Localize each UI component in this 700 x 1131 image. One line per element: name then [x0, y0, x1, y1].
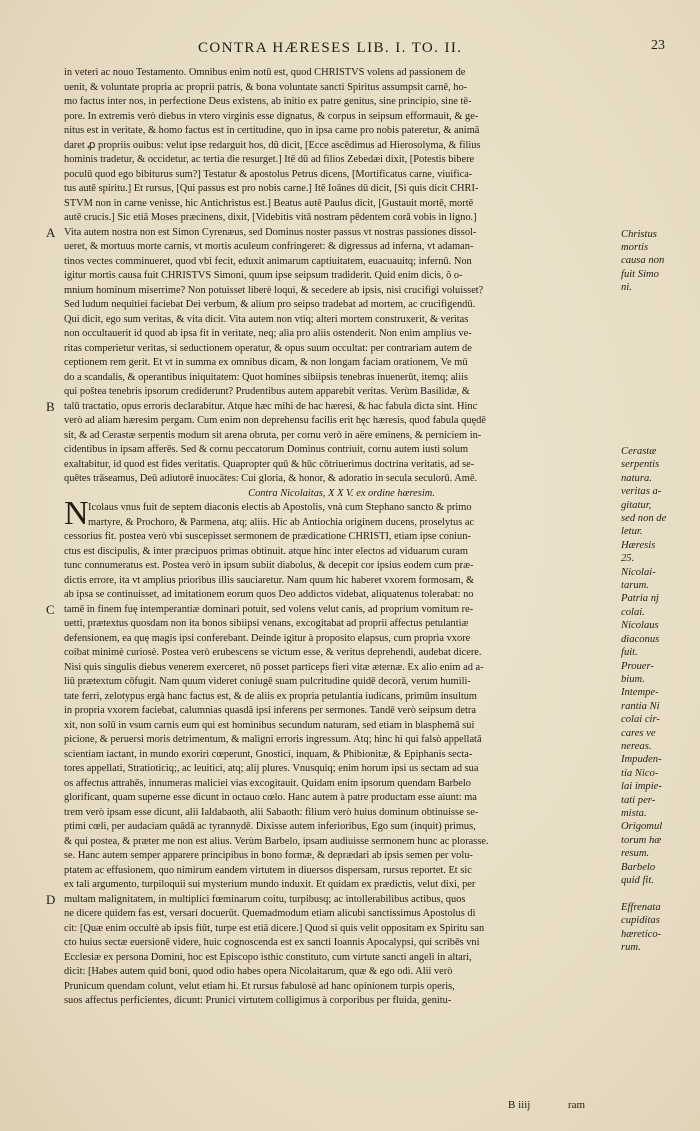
margin-note-line: Christus [621, 228, 657, 240]
margin-note-line: Effrenata [621, 901, 661, 913]
margin-note-line: colai cir- [621, 714, 660, 726]
text-line: & qui postea, & præter me non est alius. Verùm Barbelo, ipsam audiuisse sermonem hunc ac plorasse. [64, 835, 489, 847]
text-line: multam malignitatem, in multiplici fœminarum coitu, turpibusq; ac intollerabilibus actibus, quos [64, 893, 466, 905]
section-letter: A [46, 224, 56, 240]
text-line: in propria vxorem faciebat, calumnias quasdā ipsi inferens per sermones. Tandē verò seipsum detra [64, 705, 476, 716]
margin-note-line: resum. [621, 848, 650, 860]
text-line: coibat minimè curiosè. Postea verò erubescens se victum esse, & veritus deprehendi, audebat dicere. [64, 647, 482, 658]
margin-note-line: mista. [621, 807, 647, 819]
text-line: ctus est discipulis, & inter præcipuos primas obtinuit. atque hinc inter electos ad viduarum curam [64, 545, 468, 557]
margin-note-line: Hæresis [621, 539, 656, 551]
running-head: CONTRA HÆRESES LIB. I. TO. II. [198, 40, 463, 56]
text-line: ex tali argumento, turpiloquii sui mysterium mundo induxit. Et quidam ex prædictis, velut dixi, per [64, 879, 476, 890]
margin-note-line: Prouer- [621, 660, 654, 672]
text-line: defensionem, ea quę magis ipsi conferebant. Deinde igitur à proposito elapsus, cum propria vxore [64, 632, 471, 644]
text-line: martyre, & Prochoro, & Parmena, atq; aliis. Hic ab Antiochia originem ducens, proselytus ac [88, 516, 475, 528]
margin-note-line: Barbelo [621, 861, 656, 873]
text-line: cto huius sectæ euersionē videre, huic cognoscenda est ex sancti Ioannis Apocalypsi, qui scribēs vni [64, 937, 480, 948]
text-line: Vita autem nostra non est Simon Cyrenæus, sed Dominus noster passus vt nostras passiones dissol- [64, 226, 477, 238]
text-line: poculū quod ego bibiturus sum?] Testatur & apostolus Petrus dicens, [Mortificatus carne, viuifica- [64, 168, 473, 180]
margin-note-line: natura. [621, 472, 652, 484]
text-line: ptatem ac effusionem, quo nimirum eandem virtutem in diuersos dispersam, rursus reportet. Et sic [64, 864, 472, 876]
text-line: cessorius fit. postea verò vbi suscepisset sermonem de prædicatione CHRISTI, etiam ipse coniun- [64, 531, 471, 542]
margin-note-line: rum. [621, 942, 641, 954]
text-line: sit, & ad Cerastæ serpentis modum sit arena obruta, per cornu verò in aëre eminens, & perniciem in- [64, 429, 482, 441]
margin-note-line: letur. [621, 526, 643, 538]
text-line: tus autē spiritu.] Et rursus, [Qui passus est pro nobis carne.] Itē Ioānes dū dicit, [Si quis dicit CHRI- [64, 183, 479, 194]
text-line: ptimi cœli, per audaciam quādā ac tyrannydē. Dixisse autem inferioribus, Ego sum (inquit) primus, [64, 821, 476, 832]
margin-note-line: Impuden- [621, 754, 662, 766]
margin-note-line: Origomul [621, 821, 663, 833]
text-line: Ecclesiæ ex persona Domini, hoc est Episcopo isthic constituto, cum virtute sancti angeli in altari, [64, 951, 472, 963]
text-line: quētes trāseamus, Deū adiutorē inuocātes: Cui gloria, & honor, & adoratio in secula seculorū. Amē. [64, 473, 478, 484]
text-line: igitur mortis causa fuit CHRISTVS Simoni, quum ipse seipsum tradiderit. Quid enim dicis, ô o- [64, 270, 463, 281]
text-line: uenit, & voluntate propria ac proprii patris, & bona voluntate sancti Spiritus assumpsit carnē, ho- [64, 81, 468, 93]
text-line: nitus est in veritate, & homo factus est in certitudine, quo in ipsa carne pro nobis pateretur, & animā [64, 125, 480, 136]
text-line: dicit: [Habes autem quid boni, quod odio habes opera Nicolaitarum, quæ & ego odi. Alii verò [64, 966, 453, 977]
margin-note-group [621, 228, 697, 295]
body-text [64, 66, 619, 1009]
text-line: suos affectus perficientes, dicunt: Prunici virtutem colligimus à corporibus per fluida, genitu- [64, 995, 452, 1006]
margin-note-line: causa non [621, 255, 665, 267]
catchword: ram [568, 1099, 586, 1111]
section-letter: C [46, 601, 55, 617]
margin-note-line: nereas. [621, 740, 652, 752]
margin-note-line: fuit Simo [621, 268, 659, 280]
text-line: tate ferri, zelotypus ergà hanc factus est, & de aliis ex propria petulantia iudicans, primūm insultum [64, 690, 478, 702]
margin-note-line: Nicolai- [621, 566, 656, 578]
text-line: mnium hominum miserrime? Non potuisset liberè loqui, & secedere ab ipsis, nisi crucifigi voluisset? [64, 284, 484, 296]
text-line: do a scandalis, & operantibus iniquitatem: Quot homines sibiipsis tenebras inuenerūt, itemq; aliis [64, 371, 469, 383]
margin-note-line: Nicolaus [621, 620, 659, 632]
margin-note-line: quid fit. [621, 875, 654, 886]
text-line: non occultauerit id quod ab ipsa fit in veritate, neq; alia pro aliis ostenderit. Non enim amplius ve- [64, 328, 472, 339]
text-line: autē crucis.] Sic etiā Moses præcinens, dixit, [Videbitis vitā nostram pēdentem corā vobis in ligno.] [64, 212, 477, 223]
text-line: ab ipsa se continuisset, ad imitationem eorum quos Deo addictos videbat, aliquatenus tolerabat: no [64, 589, 474, 600]
margin-note-line: rantia Ni [621, 700, 660, 712]
text-line: os affectus attrahēs, innumeras maliciei vias excogitauit. Quidam enim ipsorum quendam Barbelo [64, 777, 471, 789]
text-line: talū tractatio, opus erroris declarabitur. Atque hæc mihi de hac hæresi, & hac fabula dicta sint. Hinc [64, 400, 478, 412]
text-line: se. Hanc autem semper apparere principibus in bono formæ, & deprædari ab ipsis semen per volu- [64, 850, 473, 861]
margin-note-line: mortis [621, 241, 649, 253]
text-line: tores appellati, Stratioticiq;, ac leuitici, atq; alij plures. Vnusquiq; enim horum ipsi us sectam ad sua [64, 763, 479, 774]
text-line: trem verò ipsam esse dicunt, alii Ialdabaoth, alii Sabaoth: filium verò huius dominum obtinuisse se- [64, 806, 479, 818]
text-line: verò ad aliam hæresim pergam. Cum enim non deprehensu facilis erit hęc hæresis, quod fabula quędē [64, 415, 486, 426]
margin-note-line: cupiditas [621, 915, 660, 927]
drop-initial: N [64, 495, 89, 532]
text-line: tunc connumeratus est. Postea verò in ipsum subiit diabolus, & decepit cor ipsius eodem cum præ- [64, 560, 474, 571]
text-line: cit: [Quæ enim occultè ab ipsis fiūt, turpe est etiā dicere.] Quod si quis velit oppositam ex Spiritu san [64, 922, 485, 934]
margin-note-line: lai impie- [621, 781, 662, 793]
text-line: pore. In extremis verò diebus in vtero virginis esse dignatus, & corpus in seipsum efformauit, & ge- [64, 110, 479, 122]
text-line: daret ꝓ propriis ouibus: velut ipse redarguit hos, dū dicit, [Ecce ascēdimus ad Hierosolyma, & filius [64, 139, 481, 151]
text-line: exaltabitur, id quod est fides veritatis. Quapropter quū & hūc cōtriuerimus doctrina veritatis, ad se- [64, 458, 475, 470]
margin-note-line: sed non de [621, 513, 667, 525]
margin-note-line: Patria nj [621, 593, 659, 605]
text-line: Nisi quis singulis diebus venerem exerceret, nō posset particeps fieri vitæ æternæ. Ex alio enim ad a- [64, 661, 484, 673]
margin-note-line: ni. [621, 282, 632, 294]
margin-note-line: diaconus [621, 633, 660, 645]
text-line: tamē in finem fuę intemperantiæ dominari potuit, sed volens velut canis, ad proprium vomitum re- [64, 603, 474, 615]
text-line: glorificant, quam superne esse dicunt in octauo cœlo. Hanc autem à patre productam esse aiunt: ma [64, 792, 477, 803]
text-line: ueret, & mortuus morte carnis, vt mortis aculeum confringeret: & digressus ad inferna, vt adaman- [64, 241, 474, 252]
text-line: ceptionem rem gerit. Et vt in summa ex omnibus dicam, & non longam faciam orationem, Ve mū [64, 357, 468, 368]
margin-note-line: Intempe- [621, 687, 659, 699]
text-line: mo factus inter nos, in perfectione Deus existens, ab initio ex patre genitus, sine principio, sine tē- [64, 96, 472, 107]
margin-note-line: 25. [621, 553, 635, 565]
text-line: ritas comperietur veritas, si seductionem operatur, & opus suum occultat: per contrariam autem de [64, 342, 472, 354]
text-line: xit, non solū in vsum carnis eum qui est hominibus secundum naturam, sed etiam in blasphemā sui [64, 719, 475, 731]
text-line: uetti, prætextus quosdam non ita bonos sibiipsi venans, excogitabat ad proprii affectus petulantiæ [64, 618, 469, 629]
text-line: cidentibus in ipsam afferēs. Sed & cornu peccatorum Dominus contriuit, cornu autem iusti solum [64, 444, 469, 455]
text-line: scientiam iactant, in mundo exoriri cœperunt, Gnostici, inquam, & Phibionitæ, & Epiphanis secta- [64, 748, 473, 760]
text-line: ne dicere quidem fas est, versari docuerūt. Quemadmodum etiam alicubi sanctissimus Apostolus di [64, 908, 476, 919]
margin-note-line: tia Nico- [621, 767, 659, 779]
margin-note-line: veritas a- [621, 486, 662, 498]
margin-note-line: tati per- [621, 794, 656, 806]
text-line: hominis tradetur, & occidetur, ac tertia die resurget.] Itē dū ad filios Zebedæi dixit, [Potestis bibere [64, 154, 475, 165]
margin-note-line: hæretico- [621, 928, 662, 940]
margin-note-line: colai. [621, 606, 645, 618]
margin-note-line: torum hæ [621, 834, 662, 846]
margin-note-line: fuit. [621, 647, 638, 659]
margin-note-line: tarum. [621, 580, 649, 592]
text-line: picione, & peruersi moris detrimentum, & maligni erroris ingressum. Atq; hinc hi qui falsò appellatā [64, 734, 482, 745]
margin-note-line [621, 887, 697, 900]
text-line: Prunicum quendam colunt, velut etiam hi. Et rursus fabulosè ad hanc opinionem turpis operis, [64, 980, 455, 992]
text-line: in veteri ac nouo Testamento. Omnibus enim notū est, quod CHRISTVS volens ad passionem de [64, 67, 466, 78]
section-letter: D [46, 891, 56, 907]
margin-note-line: cares ve [621, 727, 656, 739]
margin-note-line: Cerastæ [621, 446, 657, 457]
text-line: Icolaus vnus fuit de septem diaconis electis ab Apostolis, vnà cum Stephano sancto & primo [88, 502, 472, 513]
margin-note-line: gitatur, [621, 499, 652, 511]
text-line: Qui dicit, ego sum veritas, & vita dicit. Vita autem non vtiq; alteri mortem construxerit, & veritas [64, 313, 469, 325]
section-letter: B [46, 398, 55, 414]
section-heading: Contra Nicolaitas, X X V. ex ordine hæresim. [248, 487, 435, 499]
signature-mark: B iiij [508, 1099, 531, 1111]
margin-note-line: bium. [621, 673, 645, 685]
text-line: dictis errore, ita vt amplius prioribus illis sauciaretur. Nam quum hic haberet vxorem formosam, & [64, 574, 475, 586]
text-line: Sed ludum nequitiei faciebat Dei verbum, & alium pro seipso tradebat ad mortem, ac crucifigendū. [64, 299, 476, 310]
page-number: 23 [651, 38, 665, 53]
margin-note-group [621, 445, 697, 954]
margin-note-line: serpentis [621, 459, 660, 471]
text-line: tinos vectes comminueret, quod vbi fecit, eduxit animarum captiuitatem, euacuauitq; infernū. Non [64, 255, 472, 267]
text-line: STVM non in carne venisse, hic Antichristus est.] Beatus autē Paulus dicit, [Gustauit mortē, mortē [64, 197, 474, 209]
text-line: qui poštea tenebris ipsorum crediderunt? Prudentibus autem apparebit veritas. Verùm Basilidæ, & [64, 386, 470, 397]
text-line: liū prætextum cōfugit. Nam quum videret coniugē suam pulcritudine quidē decorā, verum humili- [64, 676, 471, 687]
